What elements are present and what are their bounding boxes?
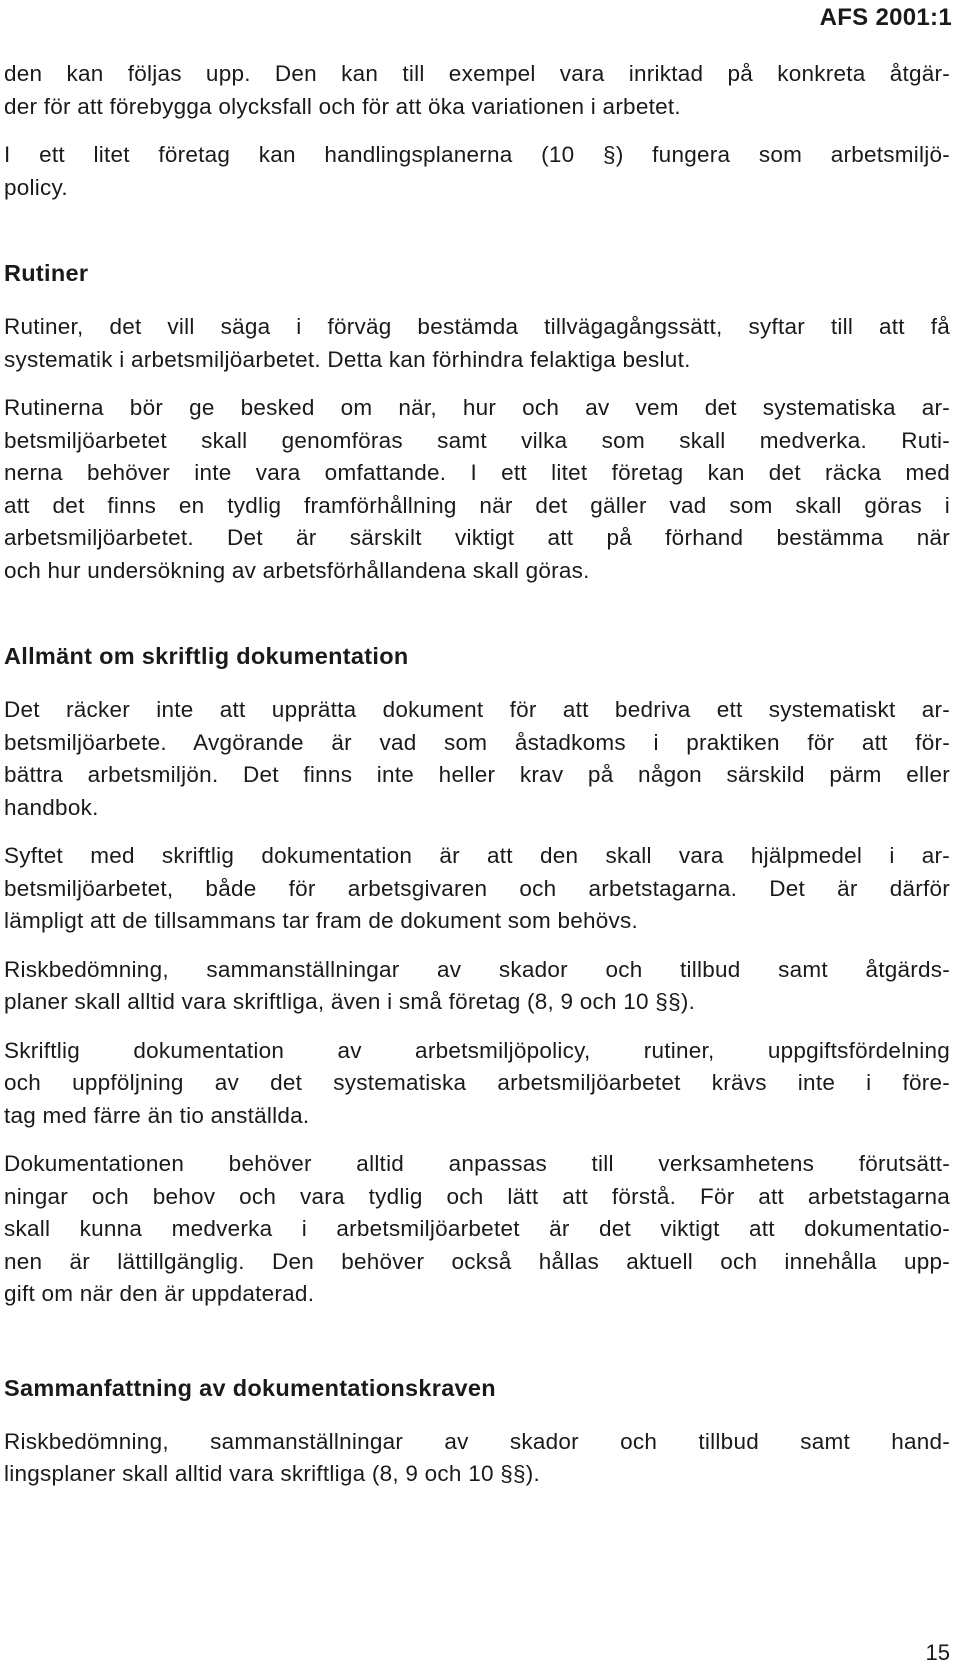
text-line: Riskbedömning, sammanställningar av skador och tillbud samt hand- xyxy=(4,1428,950,1454)
intro-paragraph-1 xyxy=(4,58,950,123)
text-line: och uppföljning av det systematiska arbetsmiljöarbetet krävs inte i före- xyxy=(4,1070,950,1095)
text-line: bättra arbetsmiljön. Det finns inte heller krav på någon särskild pärm eller xyxy=(4,762,950,787)
dokumentation-paragraph-2 xyxy=(4,840,950,938)
section-heading-dokumentation: Allmänt om skriftlig dokumentation xyxy=(4,643,409,669)
text-line: och hur undersökning av arbetsförhållandena skall göras. xyxy=(4,557,590,583)
text-line: Dokumentationen behöver alltid anpassas till verksamhetens förutsätt- xyxy=(4,1151,950,1176)
text-line: der för att förebygga olycksfall och för att öka variationen i arbetet. xyxy=(4,93,681,119)
text-line: Syftet med skriftlig dokumentation är att den skall vara hjälpmedel i ar- xyxy=(4,843,950,868)
dokumentation-paragraph-3 xyxy=(4,954,950,1019)
text-line: planer skall alltid vara skriftliga, även i små företag (8, 9 och 10 §§). xyxy=(4,989,696,1014)
text-line: betsmiljöarbetet skall genomföras samt vilka som skall medverka. Ruti- xyxy=(4,427,950,453)
text-line: Riskbedömning, sammanställningar av skador och tillbud samt åtgärds- xyxy=(4,956,950,982)
text-line: Det räcker inte att upprätta dokument för att bedriva ett systematiskt ar- xyxy=(4,697,950,722)
dokumentation-paragraph-1 xyxy=(4,694,950,824)
text-line: ningar och behov och vara tydlig och lätt att förstå. För att arbetstagarna xyxy=(4,1183,950,1209)
rutiner-paragraph-2 xyxy=(4,392,950,587)
section-heading-rutiner: Rutiner xyxy=(4,260,89,286)
page-number: 15 xyxy=(925,1640,950,1665)
text-line: skall kunna medverka i arbetsmiljöarbetet är det viktigt att dokumentatio- xyxy=(4,1216,950,1241)
text-line: tag med färre än tio anställda. xyxy=(4,1102,310,1128)
section-heading-sammanfattning: Sammanfattning av dokumentationskraven xyxy=(4,1374,496,1401)
text-line: Skriftlig dokumentation av arbetsmiljöpolicy, rutiner, uppgiftsfördelning xyxy=(4,1037,950,1063)
text-line: gift om när den är uppdaterad. xyxy=(4,1281,315,1306)
text-line: den kan följas upp. Den kan till exempel vara inriktad på konkreta åtgär- xyxy=(4,61,950,86)
sammanfattning-paragraph-1 xyxy=(4,1426,950,1491)
text-line: I ett litet företag kan handlingsplanerna (10 §) fungera som arbetsmiljö- xyxy=(4,142,950,167)
intro-paragraph-2 xyxy=(4,139,950,204)
text-line: policy. xyxy=(4,174,68,200)
rutiner-paragraph-1 xyxy=(4,311,950,376)
text-line: betsmiljöarbetet, både för arbetsgivaren och arbetstagarna. Det är därför xyxy=(4,875,950,901)
text-line: nerna behöver inte vara omfattande. I ett litet företag kan det räcka med xyxy=(4,460,950,485)
page-body xyxy=(4,58,950,1507)
dokumentation-paragraph-5 xyxy=(4,1148,950,1311)
text-line: arbetsmiljöarbetet. Det är särskilt viktigt att på förhand bestämma när xyxy=(4,525,950,550)
text-line: systematik i arbetsmiljöarbetet. Detta kan förhindra felaktiga beslut. xyxy=(4,346,691,372)
text-line: handbok. xyxy=(4,794,99,820)
text-line: att det finns en tydlig framförhållning när det gäller vad som skall göras i xyxy=(4,492,950,518)
text-line: Rutinerna bör ge besked om när, hur och av vem det systematiska ar- xyxy=(4,395,950,420)
text-line: Rutiner, det vill säga i förväg bestämda tillvägagångssätt, syftar till att få xyxy=(4,314,950,339)
document-code: AFS 2001:1 xyxy=(819,4,952,31)
text-line: lämpligt att de tillsammans tar fram de dokument som behövs. xyxy=(4,908,639,933)
dokumentation-paragraph-4 xyxy=(4,1035,950,1133)
text-line: betsmiljöarbete. Avgörande är vad som åstadkoms i praktiken för att för- xyxy=(4,729,950,755)
text-line: lingsplaner skall alltid vara skriftliga (8, 9 och 10 §§). xyxy=(4,1461,540,1486)
text-line: nen är lättillgänglig. Den behöver också hållas aktuell och innehålla upp- xyxy=(4,1248,950,1274)
